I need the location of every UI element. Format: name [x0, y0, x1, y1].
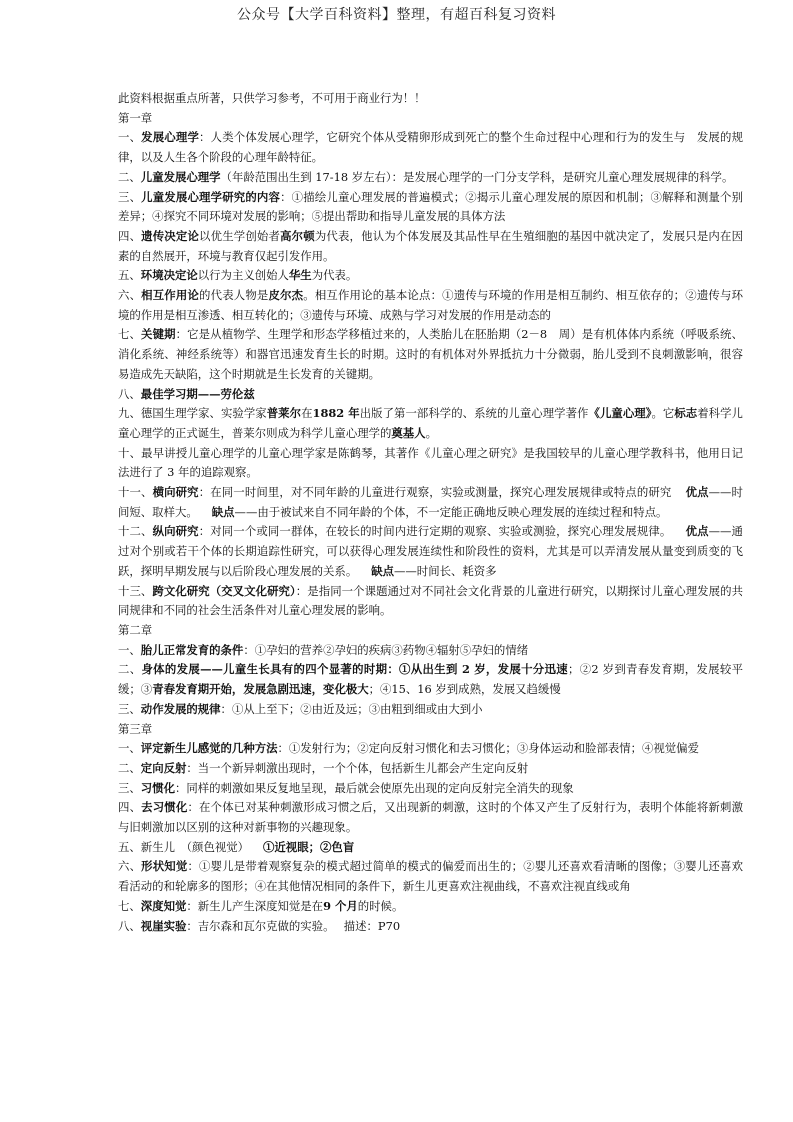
definition: 着科学儿童心理学的正式诞生，普莱尔则成为科学儿童心理学的 — [118, 406, 743, 440]
definition: ：①婴儿是带着观察复杂的模式超过简单的模式的偏爱而出生的；②婴儿还喜欢看清晰的图像；③婴儿还喜欢看活动的和轮廓多的图形；④在其他情况相同的条件下，新生儿更喜欢注视曲线，不喜欢注视直线或角 — [118, 859, 743, 894]
ch1-item-11 — [118, 483, 743, 522]
ch3-item-3 — [118, 779, 743, 799]
definition: ——由于被试来自不同年龄的个体，不一定能正确地反映心理发展的连续过程和特点。 — [234, 504, 668, 519]
chapter-3-heading: 第三章 — [118, 721, 153, 736]
ch1-item-4 — [118, 227, 743, 266]
term: 形状知觉 — [141, 859, 188, 874]
definition: ：当一个新异刺激出现时，一个个体，包括新生儿都会产生定向反射 — [186, 760, 529, 775]
term: 习惯化 — [140, 780, 175, 795]
ch2-item-2 — [118, 660, 743, 699]
ch3-item-6 — [118, 857, 743, 896]
definition: ：①孕妇的营养②孕妇的疾病③药物④辐射⑤孕妇的情绪 — [243, 642, 529, 657]
definition: ：是指同一个课题通过对不同社会文化背景的儿童进行研究，以期探讨儿童心理发展的共同规律和不同的社会生活条件对儿童心理发展的影响。 — [118, 583, 743, 618]
pro-label: 优点 — [685, 524, 709, 539]
item-number: 七、 — [118, 898, 141, 913]
chapter-1-heading: 第一章 — [118, 110, 153, 125]
ch3-item-5 — [118, 838, 743, 858]
definition: （年龄范围出生到 17-18 岁左右）：是发展心理学的一门分支学科，是研究儿童心理发展规律的科学。 — [220, 169, 734, 184]
ch2-item-1 — [118, 641, 743, 661]
term: 儿童发展心理学研究的内容 — [141, 189, 281, 204]
definition: 。 — [425, 425, 437, 440]
definition: ：在同一时间里，对不同年龄的儿童进行观察，实验或测量，探究心理发展规律或特点的研究 — [198, 485, 672, 500]
term: 跨文化研究（交叉文化研究） — [152, 583, 296, 598]
intro-note: 此资料根据重点所著，只供学习参考，不可用于商业行为！！ — [118, 91, 426, 105]
term: 深度知觉 — [140, 898, 187, 913]
item-number: 九、 — [118, 406, 141, 421]
term: 纵向研究 — [152, 524, 199, 539]
term: 动作发展的规律 — [140, 701, 221, 716]
definition: 新生儿 （颜色视觉） — [140, 839, 250, 854]
definition: 。它 — [651, 406, 675, 421]
item-number: 六、 — [118, 288, 142, 303]
definition: 以行为主义创始人 — [197, 268, 289, 283]
emphasis: ①近视眼；②色盲 — [263, 839, 355, 854]
term: 关键期 — [141, 327, 176, 342]
ch1-item-2 — [118, 168, 743, 188]
page-header: 公众号【大学百科资料】整理，有超百科复习资料 — [237, 7, 556, 23]
person-name: 高尔顿 — [280, 228, 315, 243]
item-number: 五、 — [118, 839, 141, 854]
item-number: 二、 — [118, 662, 142, 677]
term: 发展心理学 — [141, 130, 200, 145]
con-label: 缺点 — [371, 563, 395, 578]
book-title: 《儿童心理》 — [588, 406, 652, 421]
ch1-item-12 — [118, 522, 743, 581]
definition: ：①发射行为；②定向反射习惯化和去习惯化；③身体运动和脸部表情；④视觉偏爱 — [277, 741, 699, 756]
item-number: 四、 — [118, 228, 142, 243]
term: 评定新生儿感觉的几种方法 — [140, 741, 278, 756]
term: 定向反射 — [140, 760, 187, 775]
document-body — [118, 89, 743, 936]
item-number: 十二、 — [118, 524, 153, 539]
definition: ：新生儿产生深度知觉是在 — [186, 898, 324, 913]
ch3-item-1 — [118, 739, 743, 759]
emphasis: 青春发育期开始，发展急剧迅速，变化极大 — [152, 682, 369, 697]
ch1-item-6 — [118, 286, 743, 325]
ch1-item-10 — [118, 444, 743, 483]
ch3-item-2 — [118, 759, 743, 779]
term: 环境决定论 — [140, 268, 198, 283]
definition: 。相互作用论的基本论点：①遗传与环境的作用是相互制约、相互依存的；②遗传与环境的作用是相互渗透、相互转化的；③遗传与环境、成熟与学习对发展的作用是动态的 — [118, 288, 743, 322]
item-number: 十三、 — [118, 583, 153, 598]
ch3-item-8 — [118, 917, 743, 937]
ch2-item-3 — [118, 700, 743, 720]
definition: ——通过对个别或若干个体的长期追踪性研究，可以获得心理发展连续性和阶段性的资料，尤其是可以弄清发展从量变到质变的飞跃，探明早期发展与以后阶段心理发展的关系。 — [118, 524, 743, 578]
ch1-item-9 — [118, 404, 743, 443]
year: 1882 年 — [312, 406, 360, 421]
keyword: 奠基人 — [391, 425, 426, 440]
item-number: 三、 — [118, 780, 141, 795]
definition: ：①描绘儿童心理发展的普遍模式；②揭示儿童心理发展的原因和机制；③解释和测量个别差异；④探究不同环境对发展的影响；⑤提出帮助和指导儿童发展的具体方法 — [118, 189, 743, 224]
definition: ：对同一个或同一群体，在较长的时间内进行定期的观察、实验或测验，探究心理发展规律。 — [198, 524, 672, 539]
item-number: 八、 — [118, 386, 141, 401]
definition: 为代表。 — [311, 268, 358, 283]
ch3-item-7 — [118, 897, 743, 917]
definition: 以优生学创始者 — [199, 228, 281, 243]
term: 遗传决定论 — [141, 228, 200, 243]
term: 最佳学习期——劳伦兹 — [140, 386, 255, 401]
definition: ：在个体已对某种刺激形成习惯之后，又出现新的刺激，这时的个体又产生了反射行为，表明个体能将新刺激与旧刺激加以区别的这种对新事物的兴趣现象。 — [118, 800, 743, 835]
ch1-item-8 — [118, 385, 743, 405]
definition: 最早讲授儿童心理学的儿童心理学家是陈鹤琴，其著作《儿童心理之研究》是我国较早的儿童心理学教科书，他用日记法进行了 3 年的追踪观察。 — [118, 445, 743, 480]
definition: 的时候。 — [357, 898, 404, 913]
term: 胎儿正常发育的条件 — [140, 642, 244, 657]
definition: 在 — [301, 406, 313, 421]
emphasis: 9 个月 — [323, 898, 358, 913]
person-name: 普莱尔 — [266, 406, 302, 421]
term: 视崖实验 — [140, 918, 187, 933]
ch1-item-7 — [118, 325, 743, 384]
definition: 为代表，他认为个体发展及其品性早在生殖细胞的基因中就决定了，发展只是内在因素的自然展开，环境与教育仅起引发作用。 — [118, 228, 743, 263]
item-number: 二、 — [118, 760, 141, 775]
definition: ；④15、16 岁到成熟，发展又趋缓慢 — [368, 682, 561, 697]
term: 去习惯化 — [141, 800, 188, 815]
chapter-2-heading: 第二章 — [118, 622, 153, 637]
ch1-item-13 — [118, 582, 743, 621]
item-number: 一、 — [118, 130, 142, 145]
ch1-item-3 — [118, 188, 743, 227]
definition: ：①从上至下；②由近及远；③由粗到细或由大到小 — [220, 701, 483, 716]
item-number: 七、 — [118, 327, 142, 342]
definition: 德国生理学家、实验学家 — [140, 406, 267, 421]
item-number: 三、 — [118, 701, 141, 716]
pro-label: 优点 — [685, 485, 709, 500]
item-number: 四、 — [118, 800, 142, 815]
definition: ——时间长、耗资多 — [394, 563, 497, 578]
item-number: 五、 — [118, 268, 141, 283]
term: 儿童发展心理学 — [140, 169, 221, 184]
item-number: 三、 — [118, 189, 142, 204]
definition: ：同样的刺激如果反复地呈现，最后就会使原先出现的定向反射完全消失的现象 — [174, 780, 574, 795]
keyword: 标志 — [674, 406, 698, 421]
item-number: 六、 — [118, 859, 142, 874]
definition: ：它是从植物学、生理学和形态学移植过来的，人类胎儿在胚胎期（2－8 周）是有机体体内系统（呼吸系统、消化系统、神经系统等）和器官迅速发育生长的时期。这时的有机体对外界抵抗力十分微弱，胎儿受到不良刺激影响，很容易造成先天缺陷，这个时期就是生长发育的关键期。 — [118, 327, 743, 381]
term: 相互作用论 — [141, 288, 200, 303]
item-number: 十一、 — [118, 485, 153, 500]
definition: 出版了第一部科学的、系统的儿童心理学著作 — [359, 406, 589, 421]
con-label: 缺点 — [211, 504, 235, 519]
term: 横向研究 — [152, 485, 199, 500]
item-number: 十、 — [118, 445, 142, 460]
person-name: 皮尔杰 — [268, 288, 304, 303]
person-name: 华生 — [288, 268, 312, 283]
definition: ：吉尔森和瓦尔克做的实验。 描述：P70 — [186, 918, 401, 933]
ch1-item-5 — [118, 266, 743, 286]
item-number: 一、 — [118, 642, 141, 657]
ch1-item-1 — [118, 128, 743, 167]
term: 身体的发展——儿童生长具有的四个显著的时期：①从出生到 2 岁，发展十分迅速 — [141, 662, 568, 677]
definition: ——时间短、取样大。 — [118, 485, 743, 519]
definition: 的代表人物是 — [199, 288, 269, 303]
item-number: 二、 — [118, 169, 141, 184]
item-number: 一、 — [118, 741, 141, 756]
item-number: 八、 — [118, 918, 141, 933]
definition: ：人类个体发展心理学，它研究个体从受精卵形成到死亡的整个生命过程中心理和行为的发生与 发展的规律，以及人生各个阶段的心理年龄特征。 — [118, 130, 743, 165]
definition: ；②2 岁到青春发育期，发展较平缓；③ — [118, 662, 743, 697]
ch3-item-4 — [118, 798, 743, 837]
